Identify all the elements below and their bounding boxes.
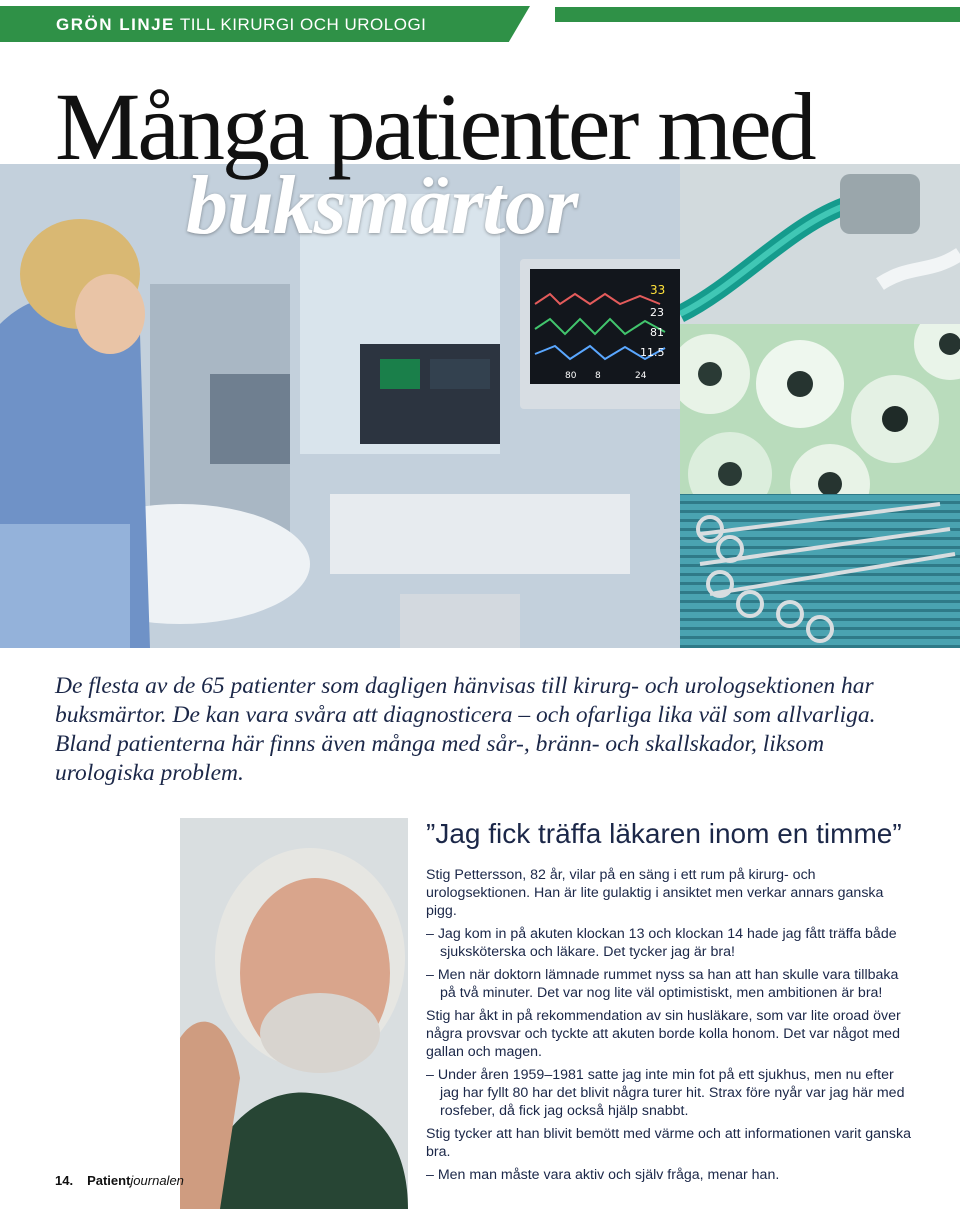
section-label bbox=[56, 15, 426, 35]
article-quote: – Men när doktorn lämnade rummet nyss sa han att han skulle vara tillbaka på två minuter. Det var nog lite väl optimistiskt, men ambitionen är bra! bbox=[426, 967, 899, 1001]
section-label-strong: GRÖN LINJE bbox=[56, 15, 175, 34]
monitor-footer-value-1: 80 bbox=[565, 371, 577, 381]
page-footer bbox=[55, 1173, 184, 1188]
surgical-instruments-art bbox=[680, 494, 960, 648]
lead-paragraph: De flesta av de 65 patienter som dagligen hänvisas till kirurg- och urologsektionen har buksmärtor. De kan vara svåra att diagnosticera – och ofarliga lika väl som allvarliga. Bland patienterna här finns även många med sår-, bränn- och skallskador, liksom urologiska problem. bbox=[55, 673, 876, 786]
header-bar bbox=[555, 7, 960, 22]
article-paragraph: Stig tycker att han blivit bemött med värme och att informationen varit ganska bra. bbox=[426, 1126, 911, 1160]
monitor-reading-3: 81 bbox=[650, 326, 664, 339]
article-quote: – Jag kom in på akuten klockan 13 och klockan 14 hade jag fått träffa både sjuksköterska och läkare. Det tycker jag är bra! bbox=[426, 926, 897, 960]
surgical-instruments-photo bbox=[680, 494, 960, 648]
page-number: 14. bbox=[55, 1173, 74, 1188]
article-quote: – Men man måste vara aktiv och själv fråga, menar han. bbox=[426, 1167, 780, 1183]
article-body bbox=[426, 866, 916, 1189]
monitor-reading-1: 33 bbox=[650, 283, 666, 297]
page-title-line-2: buksmärtor bbox=[186, 159, 578, 252]
tubing-photo-art bbox=[680, 164, 960, 324]
bandage-rolls-art bbox=[680, 324, 960, 494]
article-paragraph: Stig Pettersson, 82 år, vilar på en säng i ett rum på kirurg- och urologsektionen. Han är lite gulaktig i ansiktet men verkar annars ganska pigg. bbox=[426, 867, 884, 919]
publication-name-bold: Patient bbox=[87, 1173, 131, 1188]
article-quote: – Under åren 1959–1981 satte jag inte min fot på ett sjukhus, men nu efter jag har fyllt 80 har det blivit några turer hit. Strax före nyår var jag här med rosfeber, då fick jag också hjälp snabbt. bbox=[426, 1067, 905, 1119]
bandage-rolls-photo bbox=[680, 324, 960, 494]
section-label-rest: TILL KIRURGI OCH UROLOGI bbox=[174, 15, 427, 34]
patient-portrait-art bbox=[180, 818, 408, 1209]
page-title-line-1: Många patienter med bbox=[55, 73, 814, 180]
monitor-footer-value-2: 8 bbox=[595, 371, 601, 381]
publication-name-italic: journalen bbox=[130, 1173, 184, 1188]
monitor-reading-2: 23 bbox=[650, 306, 664, 319]
patient-portrait-photo bbox=[180, 818, 408, 1209]
article-paragraph: Stig har åkt in på rekommendation av sin husläkare, som var lite oroad över några provsvar och tyckte att akuten borde kolla honom. Det var något med gallan och magen. bbox=[426, 1008, 901, 1060]
monitor-footer-value-3: 24 bbox=[635, 371, 647, 381]
tubing-photo bbox=[680, 164, 960, 324]
article-headline: ”Jag fick träffa läkaren inom en timme” bbox=[426, 818, 902, 849]
monitor-reading-4: 11.5 bbox=[640, 346, 665, 359]
